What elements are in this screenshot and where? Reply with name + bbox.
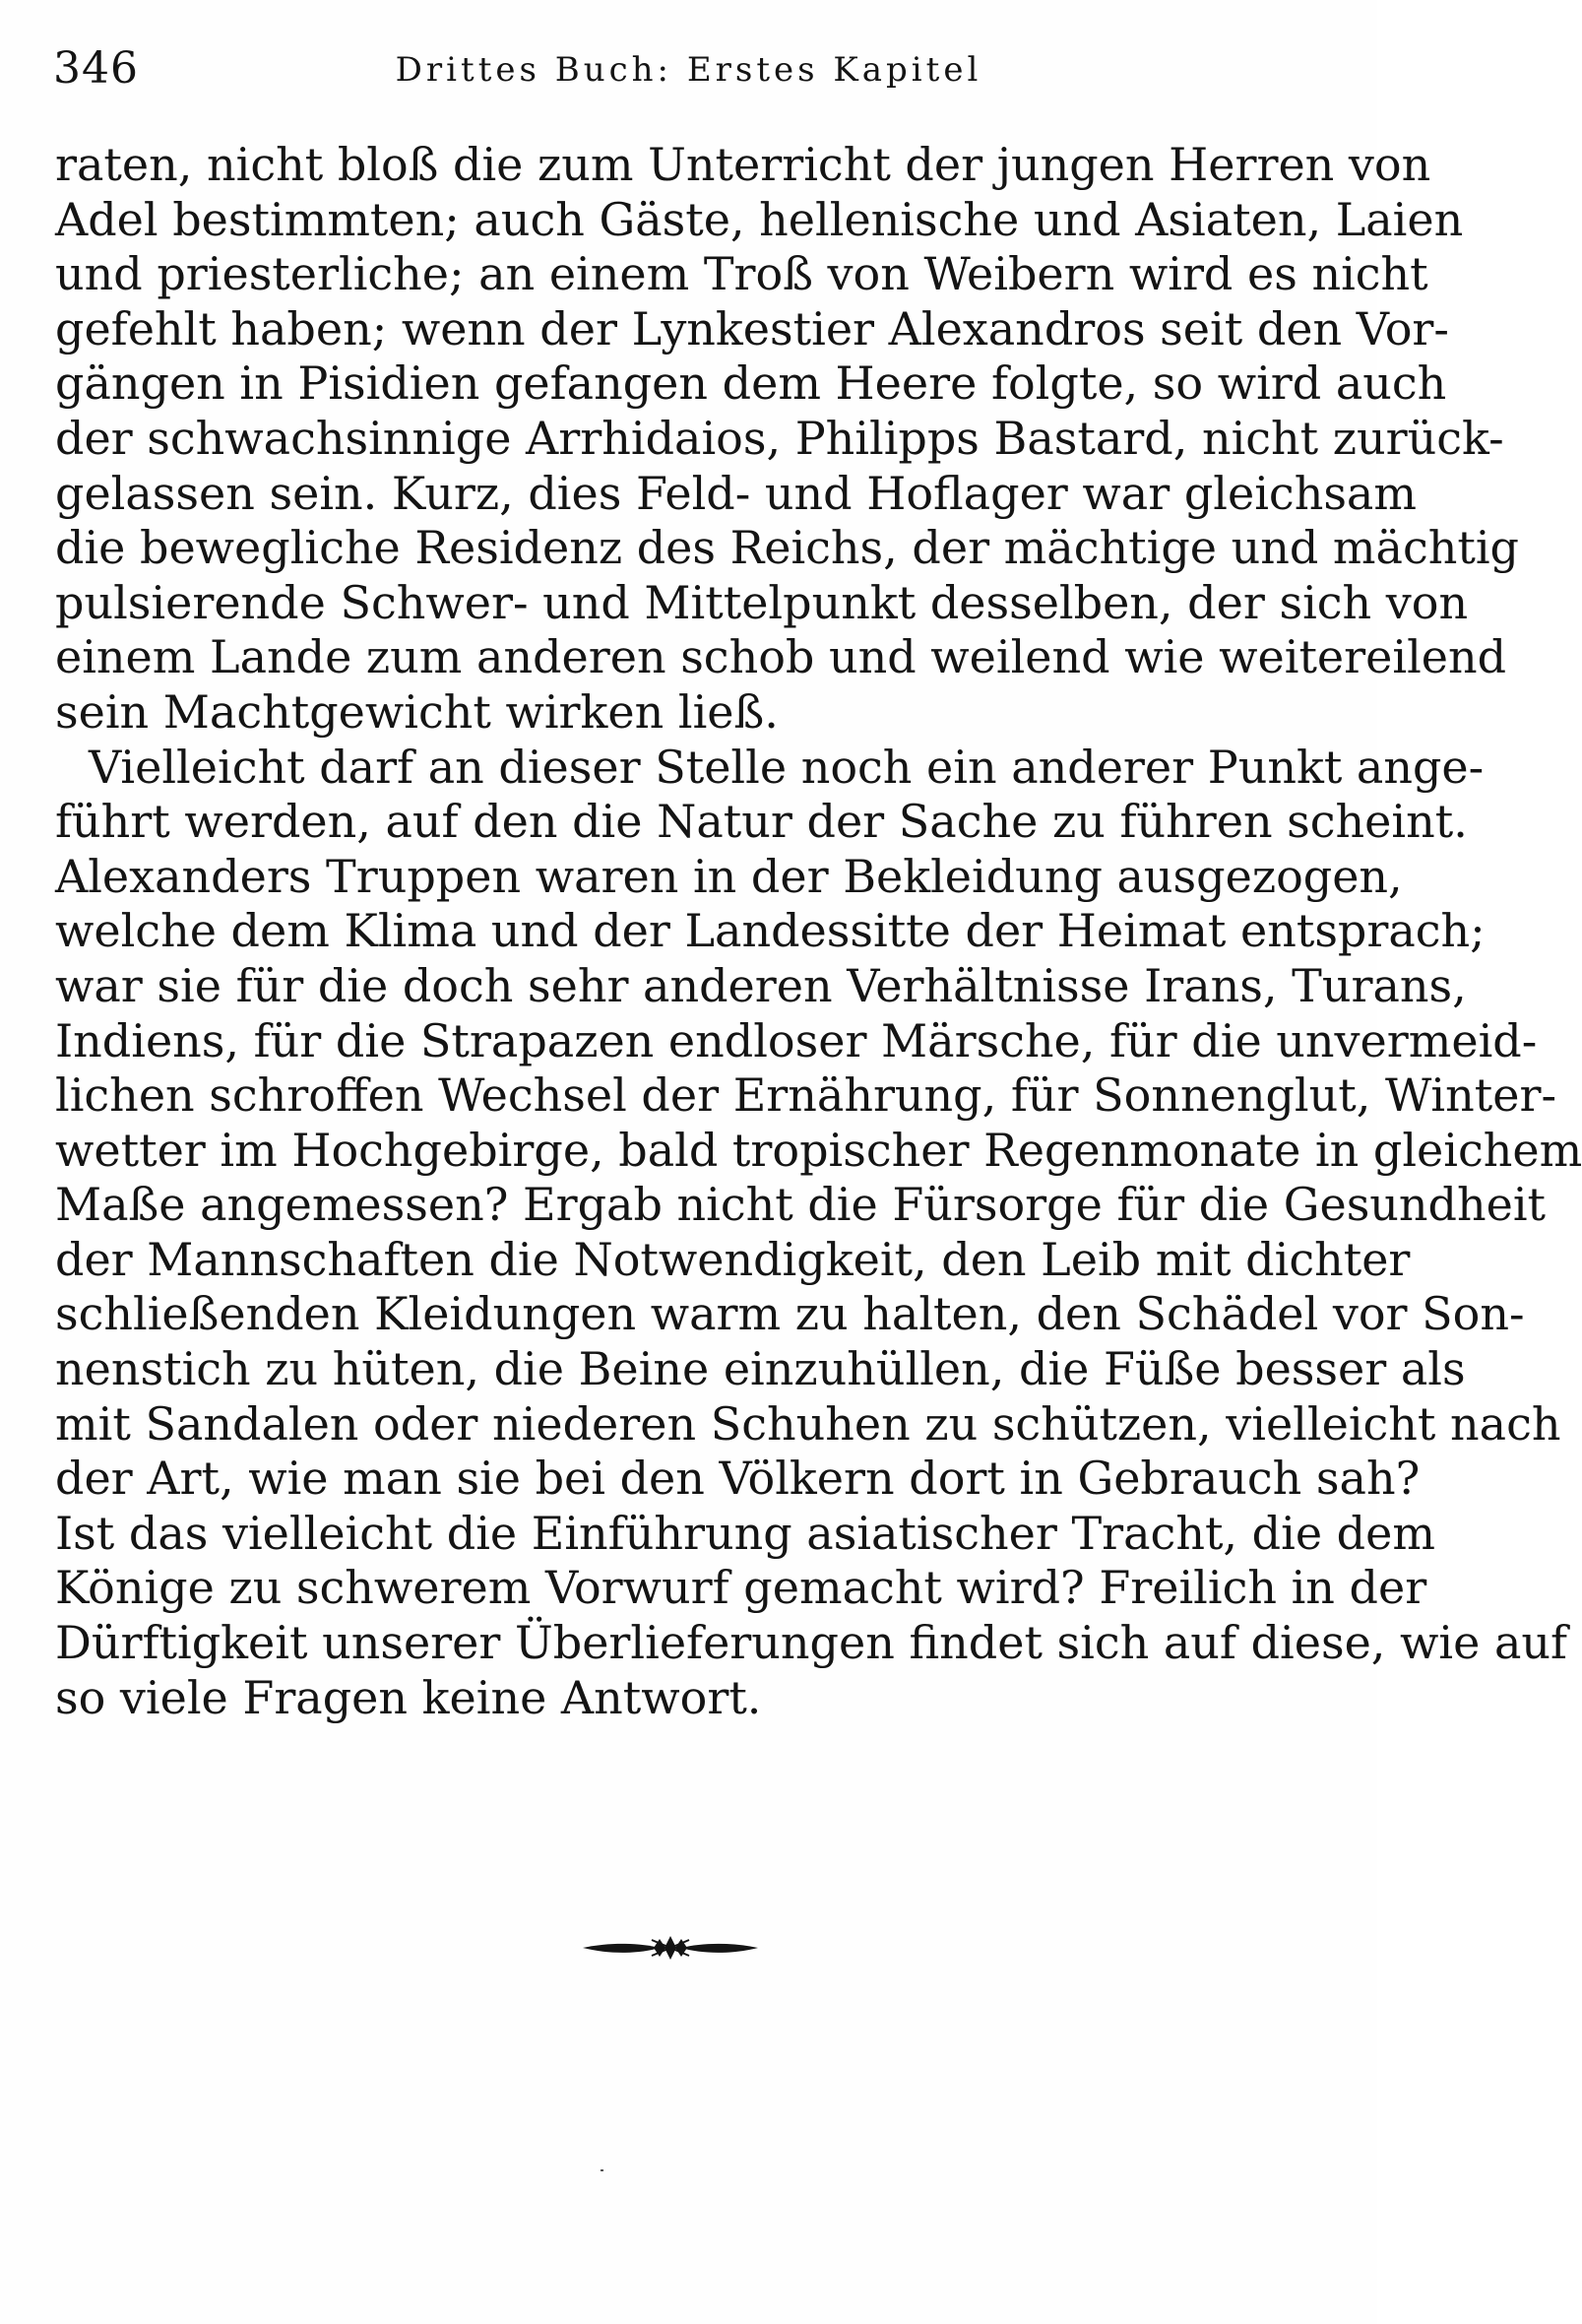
text-line: Indiens, für die Strapazen endloser Märsche, für die unvermeid- <box>55 1013 1538 1067</box>
page-number: 346 <box>53 43 139 94</box>
body-text <box>55 138 1582 1725</box>
paper-speck <box>601 2169 603 2171</box>
text-line: Dürftigkeit unserer Überlieferungen findet sich auf diese, wie auf <box>55 1616 1568 1670</box>
text-line: welche dem Klima und der Landessitte der Heimat entsprach; <box>55 904 1486 958</box>
text-line: Maße angemessen? Ergab nicht die Fürsorge für die Gesundheit <box>55 1178 1547 1232</box>
text-line: führt werden, auf den die Natur der Sache zu führen scheint. <box>55 795 1468 849</box>
text-line: raten, nicht bloß die zum Unterricht der jungen Herren von <box>55 138 1431 191</box>
text-line: gelassen sein. Kurz, dies Feld- und Hoflager war gleichsam <box>55 466 1417 520</box>
text-line: der Mannschaften die Notwendigkeit, den Leib mit dichter <box>55 1232 1411 1286</box>
text-line: die bewegliche Residenz des Reichs, der mächtige und mächtig <box>55 521 1520 575</box>
running-head: Drittes Buch: Erstes Kapitel <box>395 50 982 90</box>
text-line: der Art, wie man sie bei den Völkern dort in Gebrauch sah? <box>55 1452 1421 1506</box>
text-line: war sie für die doch sehr anderen Verhältnisse Irans, Turans, <box>55 958 1467 1012</box>
text-line: nenstich zu hüten, die Beine einzuhüllen, die Füße besser als <box>55 1342 1466 1396</box>
text-line: gefehlt haben; wenn der Lynkestier Alexandros seit den Vor- <box>55 301 1449 355</box>
text-line: Adel bestimmten; auch Gäste, hellenische und Asiaten, Laien <box>55 192 1464 246</box>
text-line: Ist das vielleicht die Einführung asiatischer Tracht, die dem <box>55 1506 1435 1560</box>
text-line: wetter im Hochgebirge, bald tropischer Regenmonate in gleichem <box>55 1123 1582 1177</box>
text-line: Alexanders Truppen waren in der Bekleidung ausgezogen, <box>55 849 1403 903</box>
text-line: sein Machtgewicht wirken ließ. <box>55 684 779 739</box>
text-line: so viele Fragen keine Antwort. <box>55 1670 762 1724</box>
text-line: schließenden Kleidungen warm zu halten, den Schädel vor Son- <box>55 1287 1525 1341</box>
text-line: einem Lande zum anderen schob und weilend wie weitereilend <box>55 630 1507 684</box>
text-line: gängen in Pisidien gefangen dem Heere folgte, so wird auch <box>55 356 1447 411</box>
paragraph-start-line: Vielleicht darf an dieser Stelle noch ein anderer Punkt ange- <box>89 740 1485 794</box>
text-line: und priesterliche; an einem Troß von Weibern wird es nicht <box>55 247 1428 301</box>
text-line: lichen schroffen Wechsel der Ernährung, für Sonnenglut, Winter- <box>55 1068 1557 1123</box>
tailpiece-ornament-icon <box>581 1928 760 1968</box>
text-line: der schwachsinnige Arrhidaios, Philipps Bastard, nicht zurück- <box>55 411 1504 465</box>
text-line: pulsierende Schwer- und Mittelpunkt desselben, der sich von <box>55 575 1469 629</box>
text-line: mit Sandalen oder niederen Schuhen zu schützen, vielleicht nach <box>55 1396 1561 1451</box>
text-line: Könige zu schwerem Vorwurf gemacht wird? Freilich in der <box>55 1561 1427 1615</box>
